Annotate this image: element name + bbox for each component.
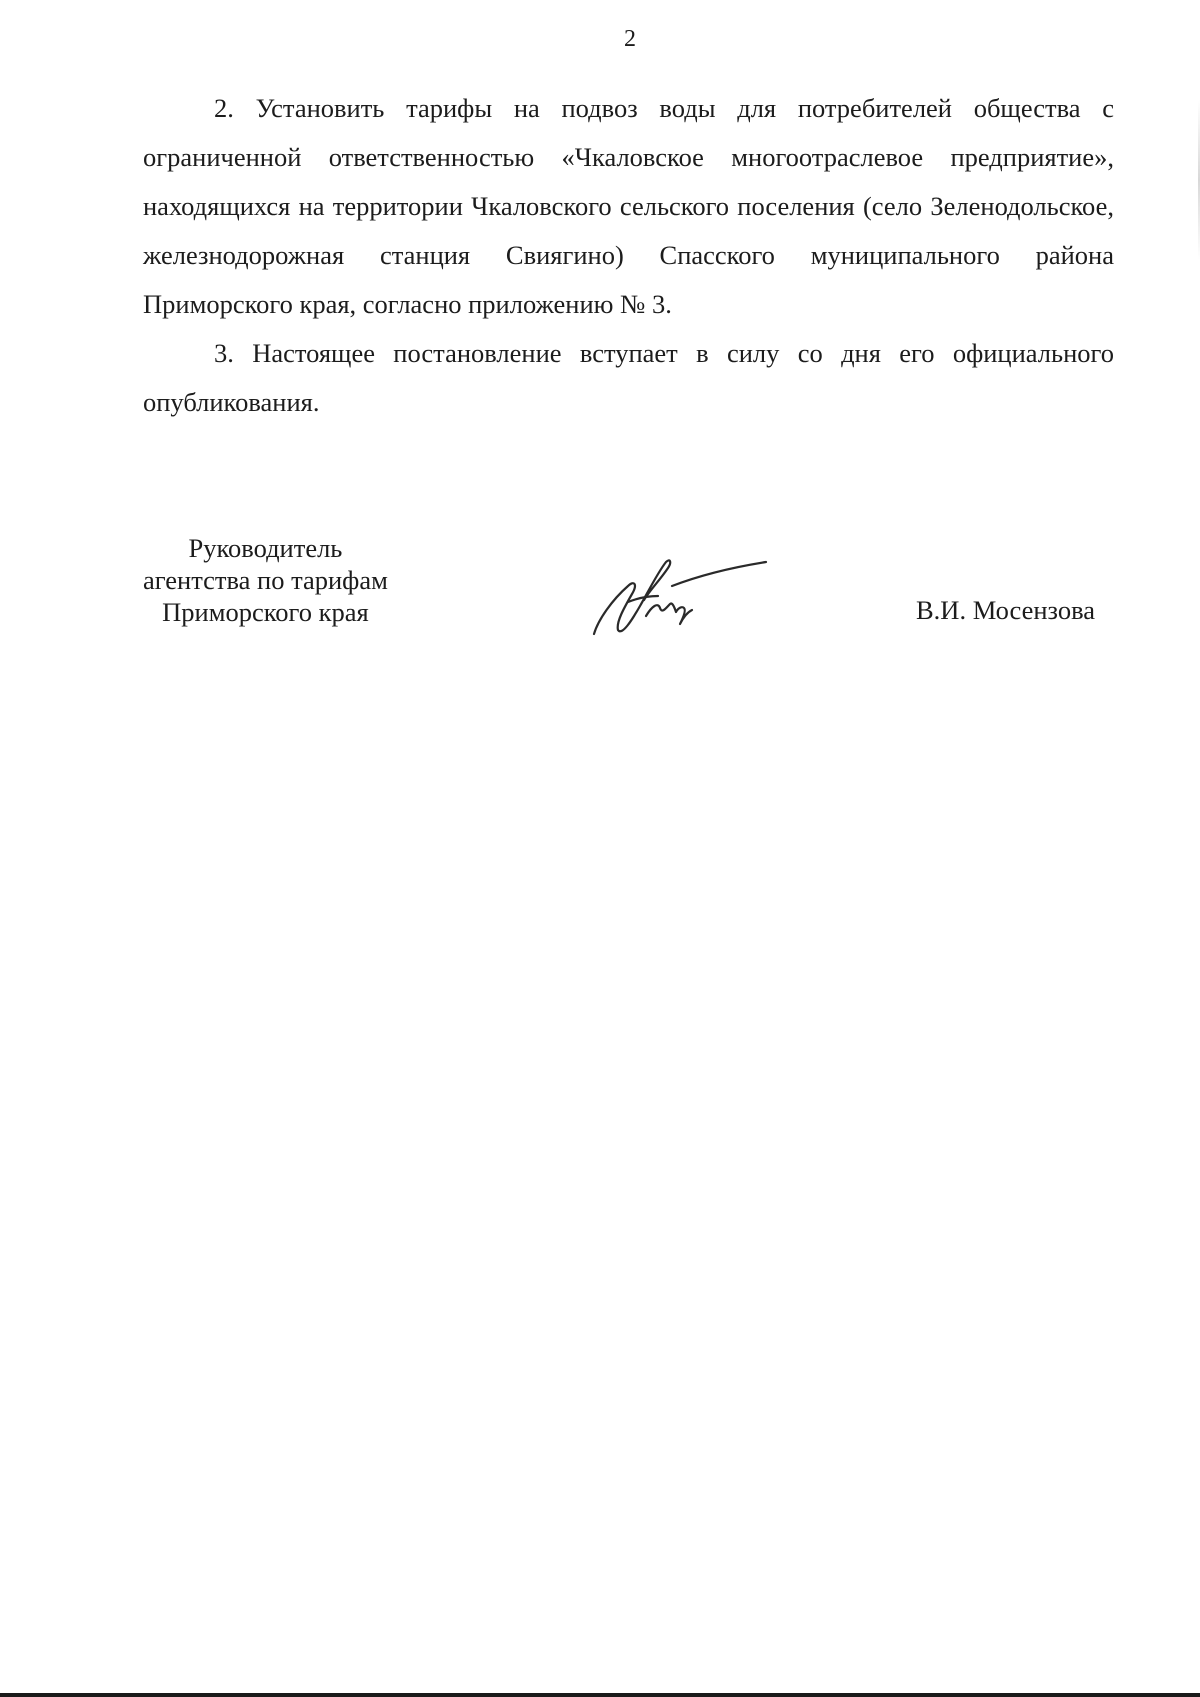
signatory-title-line: Руководитель xyxy=(188,533,343,563)
page-number: 2 xyxy=(624,26,636,52)
signatory-title xyxy=(143,532,388,628)
signatory-title-line: Приморского края xyxy=(162,597,369,627)
document-body xyxy=(143,84,1114,427)
handwritten-signature xyxy=(588,550,788,640)
paragraph-2: 2. Установить тарифы на подвоз воды для потребителей общества с ограниченной ответственностью «Чкаловское многоотраслевое предприятие», находящихся на территории Чкаловского сельского поселения (село Зеленодольское, железнодорожная станция Свиягино) Спасского муниципального района Приморского края, согласно приложению № 3. xyxy=(143,93,1114,319)
signatory-name: В.И. Мосензова xyxy=(916,595,1096,625)
signatory-title-line: агентства по тарифам xyxy=(143,565,388,595)
bottom-border xyxy=(0,1693,1200,1697)
paragraph-3: 3. Настоящее постановление вступает в силу со дня его официального опубликования. xyxy=(143,338,1114,417)
